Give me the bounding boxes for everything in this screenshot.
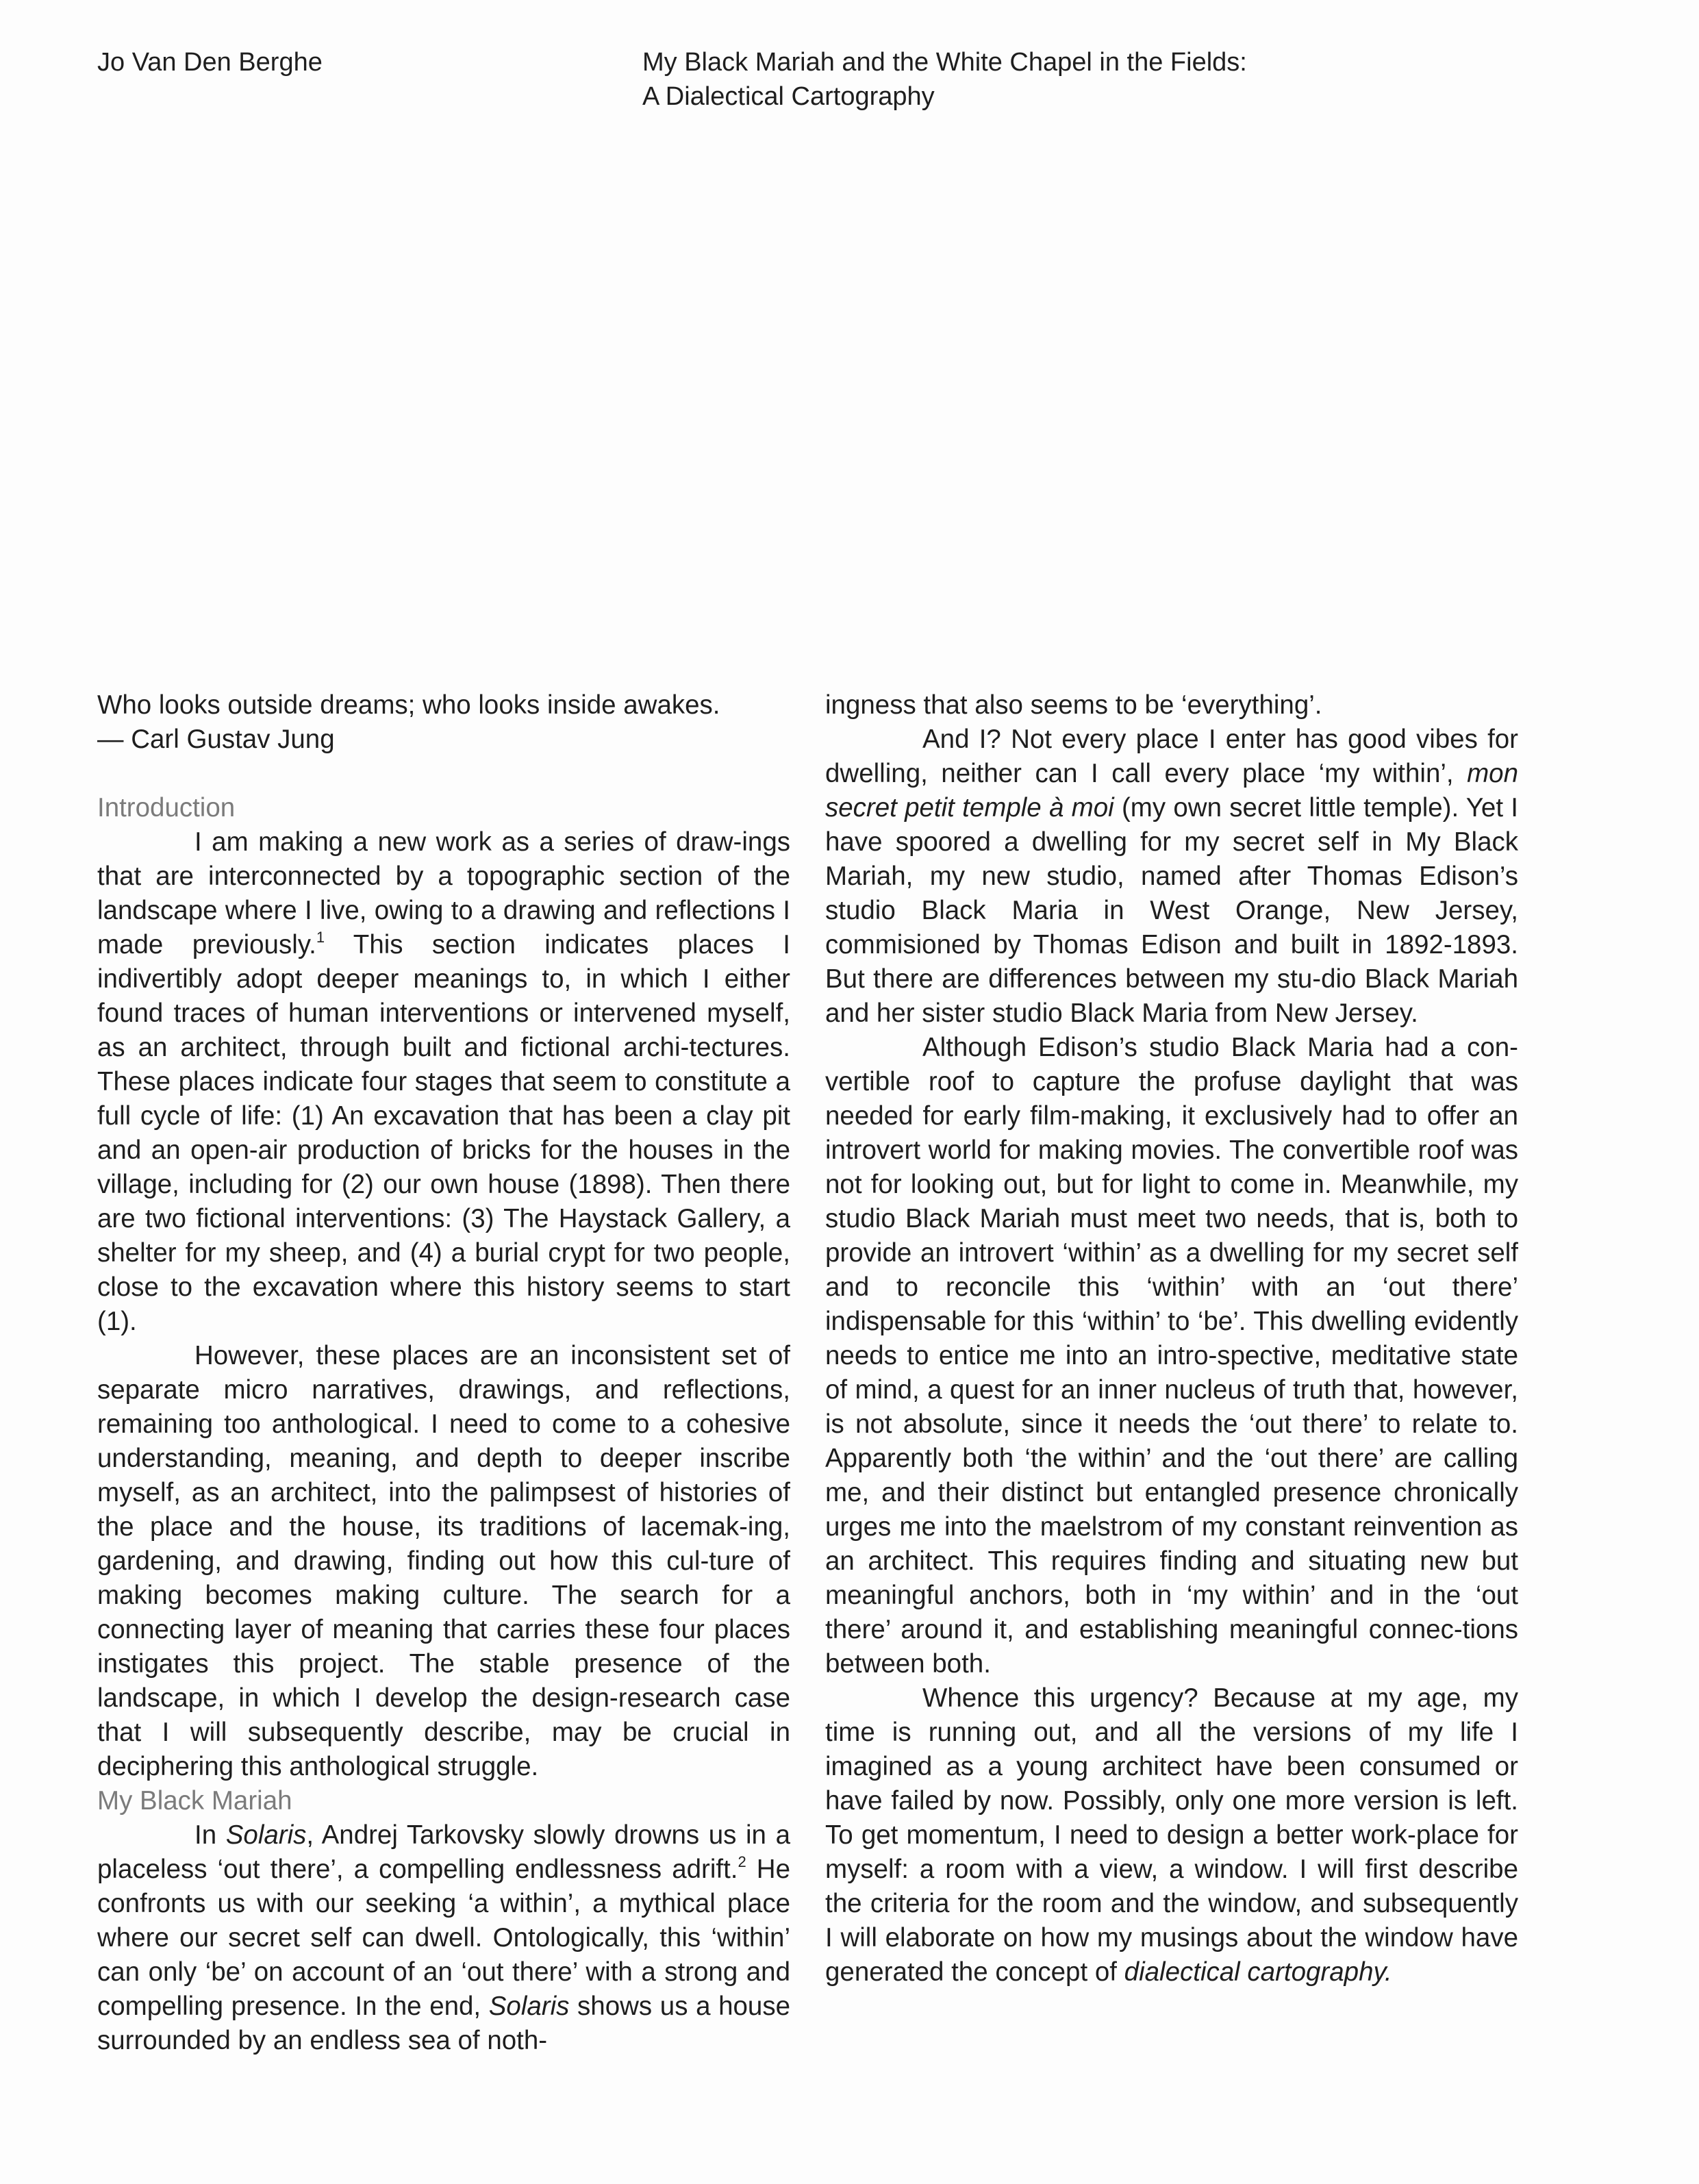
- right-paragraph-2: [825, 723, 1518, 1031]
- footnote-ref-2: 2: [738, 1853, 746, 1870]
- article-title-line-1: My Black Mariah and the White Chapel in the Fields:: [642, 48, 1247, 77]
- intro-paragraph-2: However, these places are an inconsistent set of separate micro narratives, drawings, and reflections, remaining too anthological. I need to come to a cohesive understanding, meaning, and depth to deeper inscribe myself, as an architect, into the palimpsest of histories of the place and the house, its traditions of lacemak-ing, gardening, and drawing, finding out how this cul-ture of making becomes making culture. The search for a connecting layer of meaning that carries these four places instigates this project. The stable presence of the landscape, in which I develop the design-research case that I will subsequently describe, may be crucial in deciphering this anthological struggle.: [97, 1341, 790, 1781]
- right-paragraph-4: [825, 1681, 1518, 1990]
- film-title-solaris: Solaris: [225, 1820, 307, 1850]
- epigraph-author: — Carl Gustav Jung: [97, 725, 335, 754]
- p2-text-b: (my own secret little temple). Yet I have spoored a dwelling for my secret self in My Black Mariah, my new studio, named after Thomas Edison’s studio Black Maria in West Orange, New Jersey, commisioned by Thomas Edison and built in 1892-1893. But there are differences between my stu-dio Black Mariah and her sister studio Black Maria from New Jersey.: [825, 793, 1518, 1028]
- article-title-line-2: A Dialectical Cartography: [642, 82, 935, 111]
- intro-p1-text-a: I am making a new work as a series of draw-ings that are interconnected by a topographic section of the landscape where I live, owing to a drawing and reflections I made previously.: [97, 827, 790, 959]
- p2-text-a: And I? Not every place I enter has good vibes for dwelling, neither can I call every place ‘my within’,: [825, 725, 1518, 788]
- black-mariah-paragraph-1: [97, 1818, 790, 2058]
- left-column: [97, 688, 790, 2058]
- intro-p1-text-b: This section indicates places I indivertibly adopt deeper meanings to, in which I either found traces of human interventions or intervened myself, as an architect, through built and fictional archi-tectures. These places indicate four stages that seem to constitute a full cycle of life: (1) An excavation that has been a clay pit and an open-air production of bricks for the houses in the village, including for (2) our own house (1898). Then there are two fictional interventions: (3) The Haystack Gallery, a shelter for my sheep, and (4) a burial crypt for two people, close to the excavation where this history seems to start (1).: [97, 930, 790, 1336]
- p4-text-a: Whence this urgency? Because at my age, my time is running out, and all the versions of my life I imagined as a young architect have been consumed or have failed by now. Possibly, only one more version is left. To get momentum, I need to design a better work-place for myself: a room with a view, a window. I will first describe the criteria for the room and the window, and subsequently I will elaborate on how my musings about the window have generated the concept of: [825, 1683, 1518, 1987]
- footnote-ref-1: 1: [316, 929, 325, 946]
- section-heading-introduction: Introduction: [97, 793, 236, 823]
- author-name: Jo Van Den Berghe: [97, 48, 323, 77]
- article-title: [642, 45, 1247, 114]
- section-heading-black-mariah: My Black Mariah: [97, 1786, 292, 1816]
- right-column: [825, 688, 1518, 1990]
- p2-italic-phrase: mon secret petit temple à moi: [825, 759, 1518, 823]
- epigraph-quote: Who looks outside dreams; who looks inside awakes.: [97, 690, 720, 720]
- film-title-solaris-2: Solaris: [488, 1992, 570, 2021]
- right-paragraph-3: Although Edison’s studio Black Maria had a con-vertible roof to capture the profuse daylight that was needed for early film-making, it exclusively had to offer an introvert world for making movies. The convertible roof was not for looking out, but for light to come in. Meanwhile, my studio Black Mariah must meet two needs, that is, both to provide an introvert ‘within’ as a dwelling for my secret self and to reconcile this ‘within’ with an ‘out there’ indispensable for this ‘within’ to ‘be’. This dwelling evidently needs to entice me into an intro-spective, meditative state of mind, a quest for an inner nucleus of truth that, however, is not absolute, since it needs the ‘out there’ to relate to. Apparently both ‘the within’ and the ‘out there’ are calling me, and their distinct but entangled presence chronically urges me into the maelstrom of my constant reinvention as an architect. This requires finding and situating new but meaningful anchors, both in ‘my within’ and in the ‘out there’ around it, and establishing meaningful connec-tions between both.: [825, 1033, 1518, 1679]
- bm-p1-text-b: , Andrej Tarkovsky slowly drowns us in a placeless ‘out there’, a compelling endlessness adrift.: [97, 1820, 790, 1884]
- bm-p1-text-c: He confronts us with our seeking ‘a within’, a mythical place where our secret self can dwell. Ontologically, this ‘within’ can only ‘be’ on account of an ‘out there’ with a strong and compelling presence. In the end,: [97, 1855, 790, 2021]
- p4-italic-term: dialectical cartography.: [1124, 1957, 1392, 1987]
- continued-paragraph: ingness that also seems to be ‘everything’.: [825, 690, 1322, 720]
- bm-p1-text-a: In: [194, 1820, 226, 1850]
- intro-paragraph-1: [97, 825, 790, 1339]
- bm-p1-text-d: shows us a house surrounded by an endless sea of noth-: [97, 1992, 790, 2055]
